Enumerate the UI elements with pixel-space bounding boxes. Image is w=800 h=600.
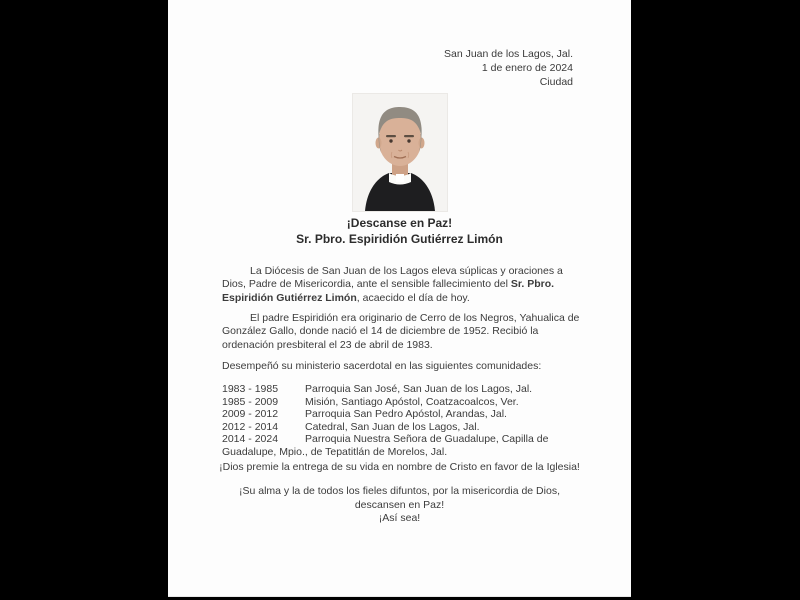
assignment-place: Parroquia Nuestra Señora de Guadalupe, Capilla de (305, 433, 549, 445)
assignment-years: 2009 - 2012 (222, 408, 279, 420)
assignment-row (222, 433, 591, 446)
priest-portrait-illustration (353, 94, 447, 211)
announcement-text-before: La Diócesis de San Juan de los Lagos eleva súplicas y oraciones a Dios, Padre de Misericordia, ante el sensible fallecimiento del (222, 265, 563, 291)
announcement-priest-name: Sr. Pbro. Espiridión Gutiérrez Limón (222, 278, 555, 304)
memorial-title (168, 216, 631, 247)
dateline-place: Ciudad (539, 76, 573, 88)
assignment-row (222, 383, 591, 396)
assignment-place: Catedral, San Juan de los Lagos, Jal. (305, 420, 480, 433)
title-priest-name: Sr. Pbro. Espiridión Gutiérrez Limón (296, 231, 503, 246)
dateline-city: San Juan de los Lagos, Jal. (443, 48, 573, 60)
assignment-row (222, 396, 591, 409)
closing-line-2: ¡Su alma y la de todos los fieles difuntos, por la misericordia de Dios, descansen en Paz! (239, 485, 560, 511)
announcement-text-after: , acaecido el día de hoy. (356, 291, 470, 304)
assignment-place: Parroquia San José, San Juan de los Lagos, Jal. (305, 383, 533, 395)
assignment-years: 1983 - 1985 (222, 383, 279, 395)
closing-line-1: ¡Dios premie la entrega de su vida en nombre de Cristo en favor de la Iglesia! (219, 461, 580, 473)
assignment-years: 1985 - 2009 (222, 395, 279, 408)
assignment-row (222, 408, 591, 421)
closing-line-3: ¡Así sea! (378, 512, 421, 524)
paragraph-biography: El padre Espiridión era originario de Cerro de los Negros, Yahualica de González Gallo, donde nació el 14 de diciembre de 1952. Recibió la ordenación presbiteral el 23 de abril de 1983. (222, 312, 580, 351)
assignment-place-continuation: Guadalupe, Mpio., de Tepatitlán de Morelos, Jal. (222, 445, 448, 458)
ministry-intro: Desempeñó su ministerio sacerdotal en las siguientes comunidades: (222, 360, 542, 372)
memorial-document (168, 0, 631, 597)
paragraph-announcement (222, 265, 583, 305)
assignments-list (222, 383, 591, 458)
title-rest-in-peace: ¡Descanse en Paz! (346, 216, 453, 230)
assignment-place: Misión, Santiago Apóstol, Coatzacoalcos, Ver. (305, 395, 519, 408)
assignment-row (222, 421, 591, 434)
priest-portrait-photo (353, 94, 447, 211)
assignment-place: Parroquia San Pedro Apóstol, Arandas, Jal. (305, 408, 507, 420)
assignment-years: 2012 - 2014 (222, 420, 279, 433)
dateline (444, 47, 573, 89)
assignment-years: 2014 - 2024 (222, 433, 279, 445)
dateline-date: 1 de enero de 2024 (481, 62, 573, 74)
